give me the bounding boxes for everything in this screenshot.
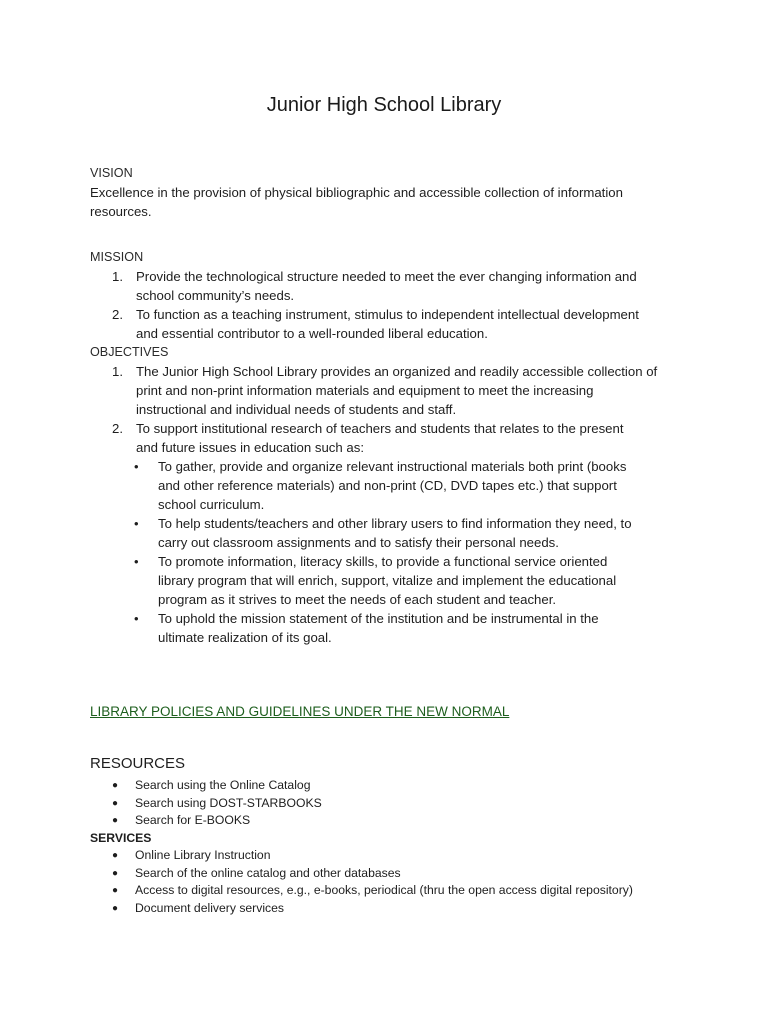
objective-bullet-4	[90, 609, 690, 647]
service-item-1	[90, 847, 710, 865]
objective-bullet-4-line-1: To uphold the mission statement of the institution and be instrumental in the	[158, 611, 599, 626]
bullet-dot-icon: ●	[112, 850, 119, 861]
resource-item-2	[90, 795, 710, 813]
mission-heading: MISSION	[90, 250, 144, 264]
bullet-dot-icon: ●	[112, 885, 119, 896]
mission-item-2-line-2: and essential contributor to a well-rounded liberal education.	[136, 326, 488, 341]
objective-bullet-1-line-1: To gather, provide and organize relevant instructional materials both print (books	[158, 459, 627, 474]
bullet-dot-icon: ●	[112, 780, 119, 791]
mission-item-1-line-1: Provide the technological structure needed to meet the ever changing information and	[136, 269, 637, 284]
mission-item-1	[90, 267, 690, 305]
objectives-item-1	[90, 362, 690, 419]
services-heading: SERVICES	[90, 830, 152, 845]
objective-bullet-3	[90, 552, 690, 609]
service-item-3	[90, 882, 710, 900]
vision-text-line-1: Excellence in the provision of physical bibliographic and accessible collection of information	[90, 185, 623, 200]
service-item-4	[90, 900, 710, 918]
bullet-dot-icon: •	[134, 516, 139, 531]
bullet-dot-icon: •	[134, 459, 139, 474]
resource-item-2-label: Search using DOST-STARBOOKS	[135, 795, 322, 810]
objectives-item-1-line-1: The Junior High School Library provides an organized and readily accessible collection of	[136, 364, 658, 379]
library-policies-link[interactable]: LIBRARY POLICIES AND GUIDELINES UNDER THE NEW NORMAL	[90, 704, 510, 719]
objective-bullet-4-line-2: ultimate realization of its goal.	[158, 630, 332, 645]
objectives-item-1-line-2: print and non-print information materials and equipment to meet the increasing	[136, 383, 594, 398]
resources-heading: RESOURCES	[90, 755, 186, 772]
objective-bullet-1-line-2: and other reference materials) and non-print (CD, DVD tapes etc.) that support	[158, 478, 617, 493]
objective-bullet-1-line-3: school curriculum.	[158, 497, 265, 512]
page-title: Junior High School Library	[266, 94, 502, 116]
bullet-dot-icon: •	[134, 554, 139, 569]
objective-bullet-2-line-2: carry out classroom assignments and to satisfy their personal needs.	[158, 535, 559, 550]
mission-item-2	[90, 305, 690, 343]
objectives-item-2-line-2: and future issues in education such as:	[136, 440, 364, 455]
bullet-dot-icon: •	[134, 611, 139, 626]
objectives-item-1-number: 1.	[112, 364, 123, 379]
service-item-3-label: Access to digital resources, e.g., e-books, periodical (thru the open access digital repository)	[135, 883, 633, 897]
objective-bullet-2	[90, 514, 690, 552]
objective-bullet-3-line-1: To promote information, literacy skills, to provide a functional service oriented	[158, 554, 608, 569]
objectives-item-2	[90, 419, 690, 457]
service-item-4-label: Document delivery services	[135, 900, 285, 915]
objectives-item-2-number: 2.	[112, 421, 123, 436]
service-item-2	[90, 865, 710, 883]
mission-item-2-number: 2.	[112, 307, 123, 322]
bullet-dot-icon: ●	[112, 797, 119, 809]
resource-item-1	[90, 777, 710, 795]
service-item-2-label: Search of the online catalog and other databases	[135, 865, 401, 880]
vision-heading: VISION	[90, 166, 133, 180]
resource-item-3	[90, 812, 710, 830]
objectives-sub-bullets	[90, 457, 690, 647]
objective-bullet-1	[90, 457, 690, 514]
objective-bullet-2-line-1: To help students/teachers and other library users to find information they need, to	[158, 516, 632, 531]
resource-item-1-label: Search using the Online Catalog	[135, 778, 311, 792]
vision-text-line-2: resources.	[90, 204, 152, 219]
mission-section	[90, 248, 690, 647]
service-item-1-label: Online Library Instruction	[135, 848, 271, 862]
objectives-heading: OBJECTIVES	[90, 345, 169, 359]
vision-section	[90, 164, 690, 221]
mission-item-1-number: 1.	[112, 269, 123, 284]
bullet-dot-icon: ●	[112, 867, 119, 879]
mission-item-1-line-2: school community’s needs.	[136, 288, 295, 303]
resource-item-3-label: Search for E-BOOKS	[135, 813, 251, 827]
bullet-dot-icon: ●	[112, 815, 119, 826]
objective-bullet-3-line-3: program as it strives to meet the needs of each student and teacher.	[158, 592, 557, 607]
objective-bullet-3-line-2: library program that will enrich, support, vitalize and implement the educational	[158, 573, 617, 588]
bullet-dot-icon: ●	[112, 902, 119, 914]
objectives-item-2-line-1: To support institutional research of teachers and students that relates to the present	[136, 421, 624, 436]
mission-item-2-line-1: To function as a teaching instrument, stimulus to independent intellectual development	[136, 307, 639, 322]
resources-and-services-list	[90, 777, 710, 917]
objectives-item-1-line-3: instructional and individual needs of students and staff.	[136, 402, 457, 417]
